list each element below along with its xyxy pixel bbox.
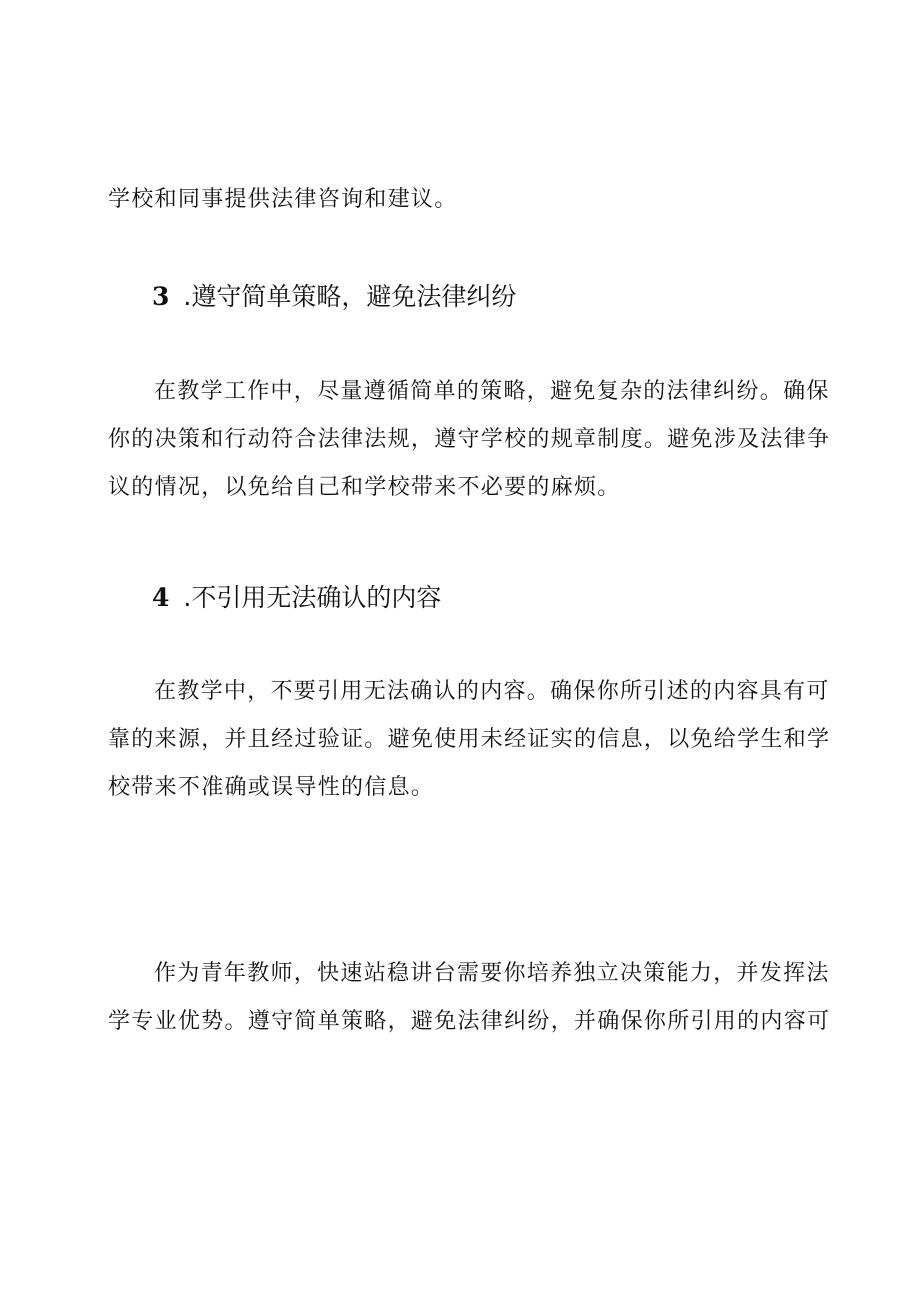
paragraph-line: 学专业优势。遵守简单策略，避免法律纠纷，并确保你所引用的内容可 bbox=[108, 1009, 831, 1034]
section-3-heading bbox=[152, 279, 516, 315]
section-4-paragraph bbox=[108, 668, 831, 812]
continuation-paragraph bbox=[108, 176, 824, 224]
paragraph-line: 校带来不准确或误导性的信息。 bbox=[108, 775, 435, 800]
paragraph-line: 作为青年教师，快速站稳讲台需要你培养独立决策能力，并发挥法 bbox=[154, 961, 830, 986]
section-3-paragraph bbox=[108, 368, 831, 512]
section-4-heading bbox=[152, 580, 441, 616]
paragraph-line: 学校和同事提供法律咨询和建议。 bbox=[108, 187, 458, 212]
section-4-title: .不引用无法确认的内容 bbox=[183, 583, 442, 612]
paragraph-line: 在教学工作中，尽量遵循简单的策略，避免复杂的法律纠纷。确保 bbox=[154, 379, 830, 404]
section-4-number: 4 bbox=[152, 583, 170, 612]
conclusion-paragraph bbox=[108, 950, 831, 1046]
section-3-number: 3 bbox=[152, 282, 170, 311]
paragraph-line: 靠的来源，并且经过验证。避免使用未经证实的信息，以免给学生和学 bbox=[108, 727, 831, 752]
paragraph-line: 在教学中，不要引用无法确认的内容。确保你所引述的内容具有可 bbox=[154, 679, 830, 704]
paragraph-line: 议的情况，以免给自己和学校带来不必要的麻烦。 bbox=[108, 475, 621, 500]
paragraph-line: 你的决策和行动符合法律法规，遵守学校的规章制度。避免涉及法律争 bbox=[108, 427, 831, 452]
section-3-title: .遵守简单策略，避免法律纠纷 bbox=[183, 282, 517, 311]
